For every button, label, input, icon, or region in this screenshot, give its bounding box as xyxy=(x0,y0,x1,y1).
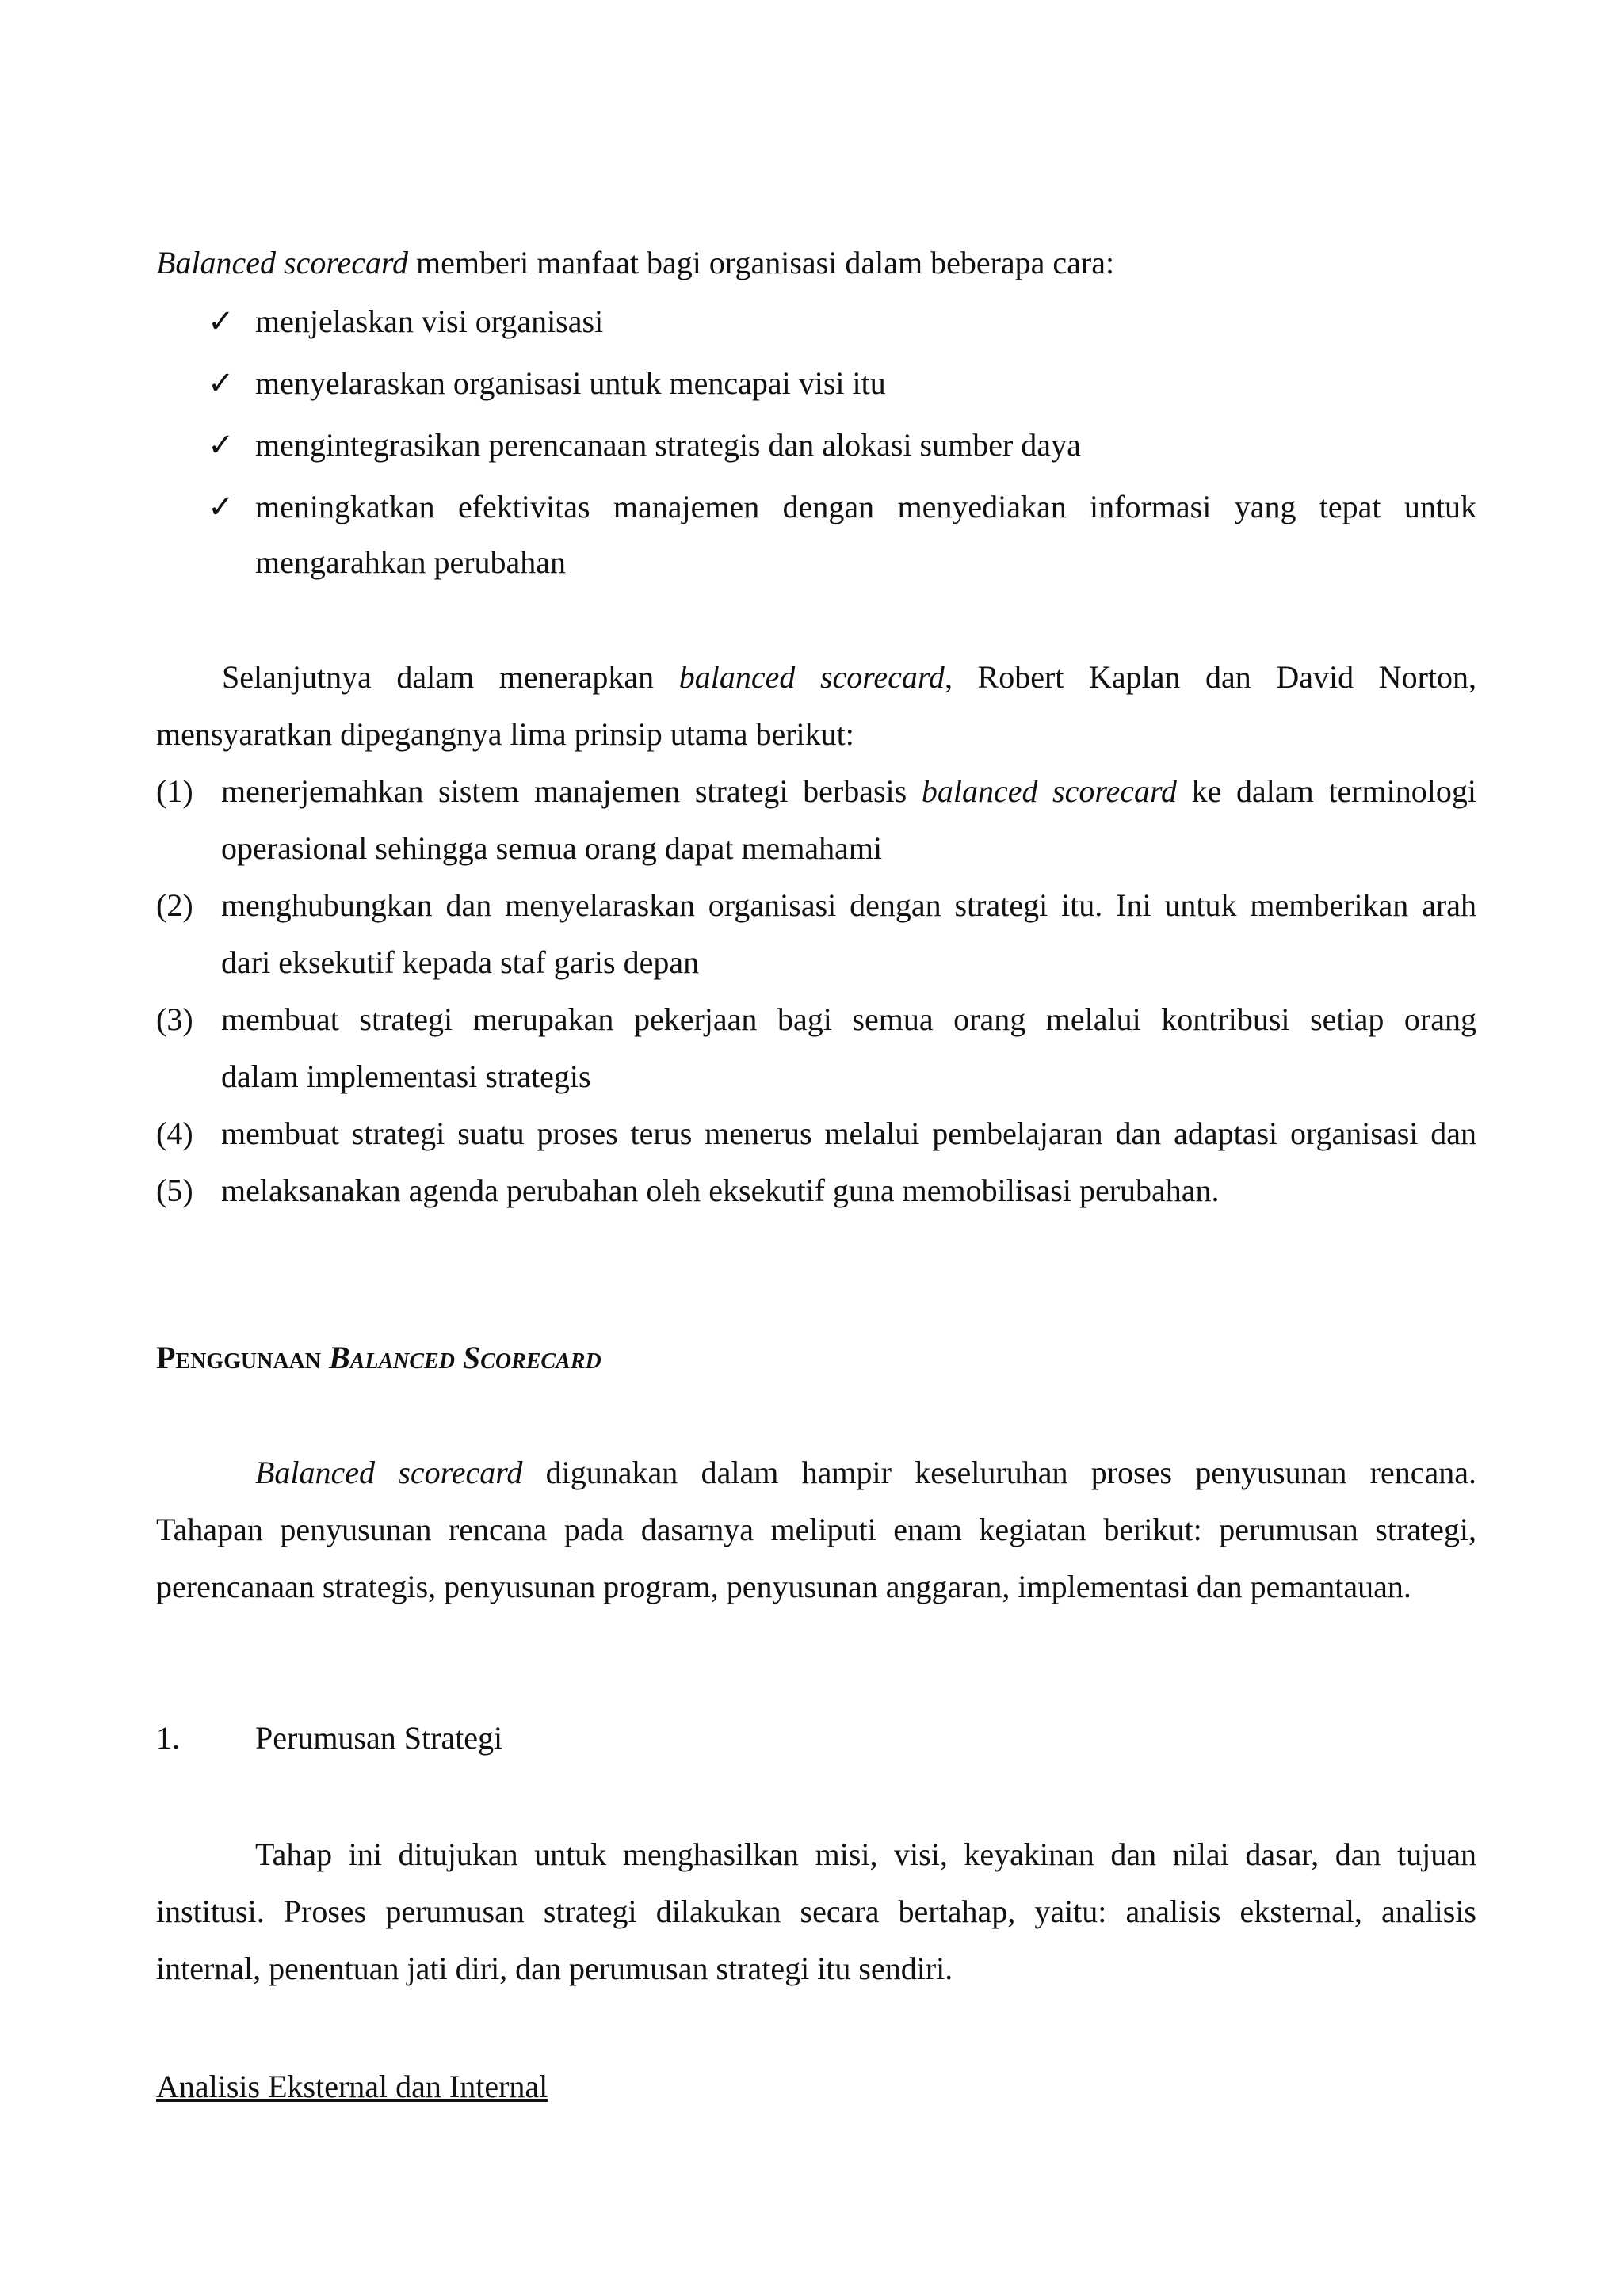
list-number: (1) xyxy=(156,773,193,809)
checkmark-icon: ✓ xyxy=(208,365,235,401)
checkmark-icon: ✓ xyxy=(208,303,235,339)
principle-text: membuat strategi merupakan pekerjaan bagi semua orang melalui kontribusi setiap orang xyxy=(221,1001,1476,1037)
list-number: (2) xyxy=(156,887,193,923)
section1-number: 1. xyxy=(156,1720,180,1756)
section1-title: Perumusan Strategi xyxy=(255,1720,503,1756)
principle-text: menerjemahkan sistem manajemen strategi berbasis balanced scorecard ke dalam terminologi xyxy=(221,773,1476,809)
section-heading: Penggunaan Balanced Scorecard xyxy=(156,1340,601,1375)
list-number: (4) xyxy=(156,1116,193,1151)
list-number: (5) xyxy=(156,1173,193,1208)
principle-item-3-cont: dalam implementasi strategis xyxy=(221,1058,591,1094)
principle-item-2-cont: dari eksekutif kepada staf garis depan xyxy=(221,944,700,980)
para4-line3: internal, penentuan jati diri, dan perumusan strategi itu sendiri. xyxy=(156,1951,953,1986)
principle-text: membuat strategi suatu proses terus menerus melalui pembelajaran dan adaptasi organisasi dan xyxy=(221,1116,1476,1151)
list-number: (3) xyxy=(156,1001,193,1037)
intro-rest: memberi manfaat bagi organisasi dalam beberapa cara: xyxy=(408,245,1115,280)
para2-line1: Selanjutnya dalam menerapkan balanced scorecard, Robert Kaplan dan David Norton, xyxy=(222,659,1476,695)
benefit-text: meningkatkan efektivitas manajemen dengan menyediakan informasi yang tepat untuk xyxy=(255,489,1476,524)
principle-item-1-cont: operasional sehingga semua orang dapat memahami xyxy=(221,830,883,866)
para3-line2: Tahapan penyusunan rencana pada dasarnya meliputi enam kegiatan berikut: perumusan strategi, xyxy=(156,1512,1476,1547)
principle-text: menghubungkan dan menyelaraskan organisasi dengan strategi itu. Ini untuk memberikan arah xyxy=(221,887,1476,923)
para3-line1: Balanced scorecard digunakan dalam hampir keseluruhan proses penyusunan rencana. xyxy=(255,1455,1476,1490)
checkmark-icon: ✓ xyxy=(208,427,235,463)
para2-line2: mensyaratkan dipegangnya lima prinsip utama berikut: xyxy=(156,716,854,752)
principle-text: melaksanakan agenda perubahan oleh eksekutif guna memobilisasi perubahan. xyxy=(221,1173,1220,1208)
checkmark-icon: ✓ xyxy=(208,489,235,524)
benefit-text: mengintegrasikan perencanaan strategis dan alokasi sumber daya xyxy=(255,427,1081,463)
para4-line2: institusi. Proses perumusan strategi dilakukan secara bertahap, yaitu: analisis eksternal, analisis xyxy=(156,1894,1476,1929)
intro-line xyxy=(156,244,1114,282)
benefit-text: menyelaraskan organisasi untuk mencapai visi itu xyxy=(255,365,886,401)
para3-line3: perencanaan strategis, penyusunan program, penyusunan anggaran, implementasi dan pemantauan. xyxy=(156,1569,1411,1604)
para4-line1: Tahap ini ditujukan untuk menghasilkan misi, visi, keyakinan dan nilai dasar, dan tujuan xyxy=(255,1836,1476,1872)
intro-italic: Balanced scorecard xyxy=(156,245,409,280)
benefit-item-4-cont: mengarahkan perubahan xyxy=(255,544,567,580)
subheading: Analisis Eksternal dan Internal xyxy=(156,2069,548,2104)
benefit-text: menjelaskan visi organisasi xyxy=(255,303,604,339)
